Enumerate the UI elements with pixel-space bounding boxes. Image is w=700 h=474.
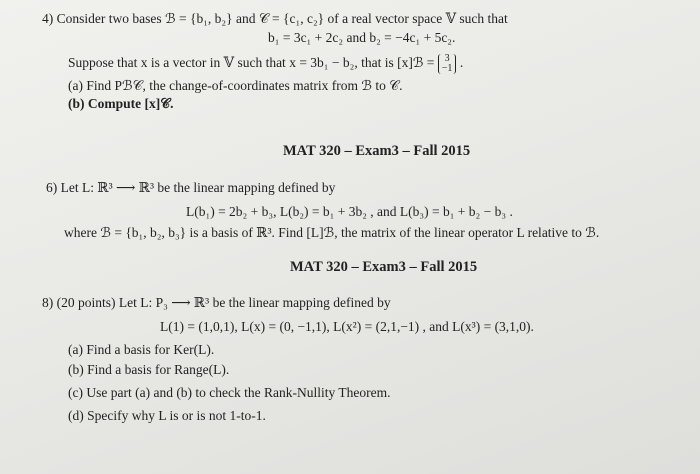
problem8-part-d: (d) Specify why L is or is not 1-to-1.: [68, 408, 266, 423]
exam-header-2: MAT 320 – Exam3 – Fall 2015: [290, 259, 478, 275]
matrix-entry-top: 3: [444, 53, 450, 64]
problem4-part-a: (a) Find Pℬ𝒞, the change-of-coordinates matrix from ℬ to 𝒞.: [68, 78, 403, 93]
problem8-part-c: (c) Use part (a) and (b) to check the Rank-Nullity Theorem.: [68, 385, 391, 400]
exam-header-1: MAT 320 – Exam3 – Fall 2015: [283, 143, 471, 159]
problem4-line3: [68, 54, 463, 74]
problem6-line1: 6) Let L: ℝ³ ⟶ ℝ³ be the linear mapping defined by: [46, 180, 336, 195]
problem4-line1: 4) Consider two bases ℬ = {b₁, b₂} and 𝒞 = {c₁, c₂} of a real vector space 𝕍 such that: [42, 11, 508, 26]
problem8-line1: 8) (20 points) Let L: P₃ ⟶ ℝ³ be the linear mapping defined by: [42, 295, 391, 310]
problem8-part-b: (b) Find a basis for Range(L).: [68, 362, 230, 377]
problem4-line2: b₁ = 3c₁ + 2c₂ and b₂ = −4c₁ + 5c₂.: [268, 30, 456, 45]
problem4-part-b: (b) Compute [x]𝒞.: [68, 96, 174, 111]
problem6-line3: where ℬ = {b₁, b₂, b₃} is a basis of ℝ³. Find [L]ℬ, the matrix of the linear operator L relative to ℬ.: [64, 225, 600, 240]
matrix-entry-bottom: −1: [441, 63, 453, 74]
problem4-line3-end: .: [459, 55, 464, 71]
problem6-line2: L(b₁) = 2b₂ + b₃, L(b₂) = b₁ + 3b₂ , and L(b₃) = b₁ + b₂ − b₃ .: [186, 204, 513, 219]
problem4-line3-text: Suppose that x is a vector in 𝕍 such that x = 3b₁ − b₂, that is [x]ℬ =: [68, 55, 435, 71]
problem8-line2: L(1) = (1,0,1), L(x) = (0, −1,1), L(x²) = (2,1,−1) , and L(x³) = (3,1,0).: [160, 319, 534, 334]
coordinate-vector-matrix: [438, 54, 457, 74]
problem8-part-a: (a) Find a basis for Ker(L).: [68, 342, 215, 357]
